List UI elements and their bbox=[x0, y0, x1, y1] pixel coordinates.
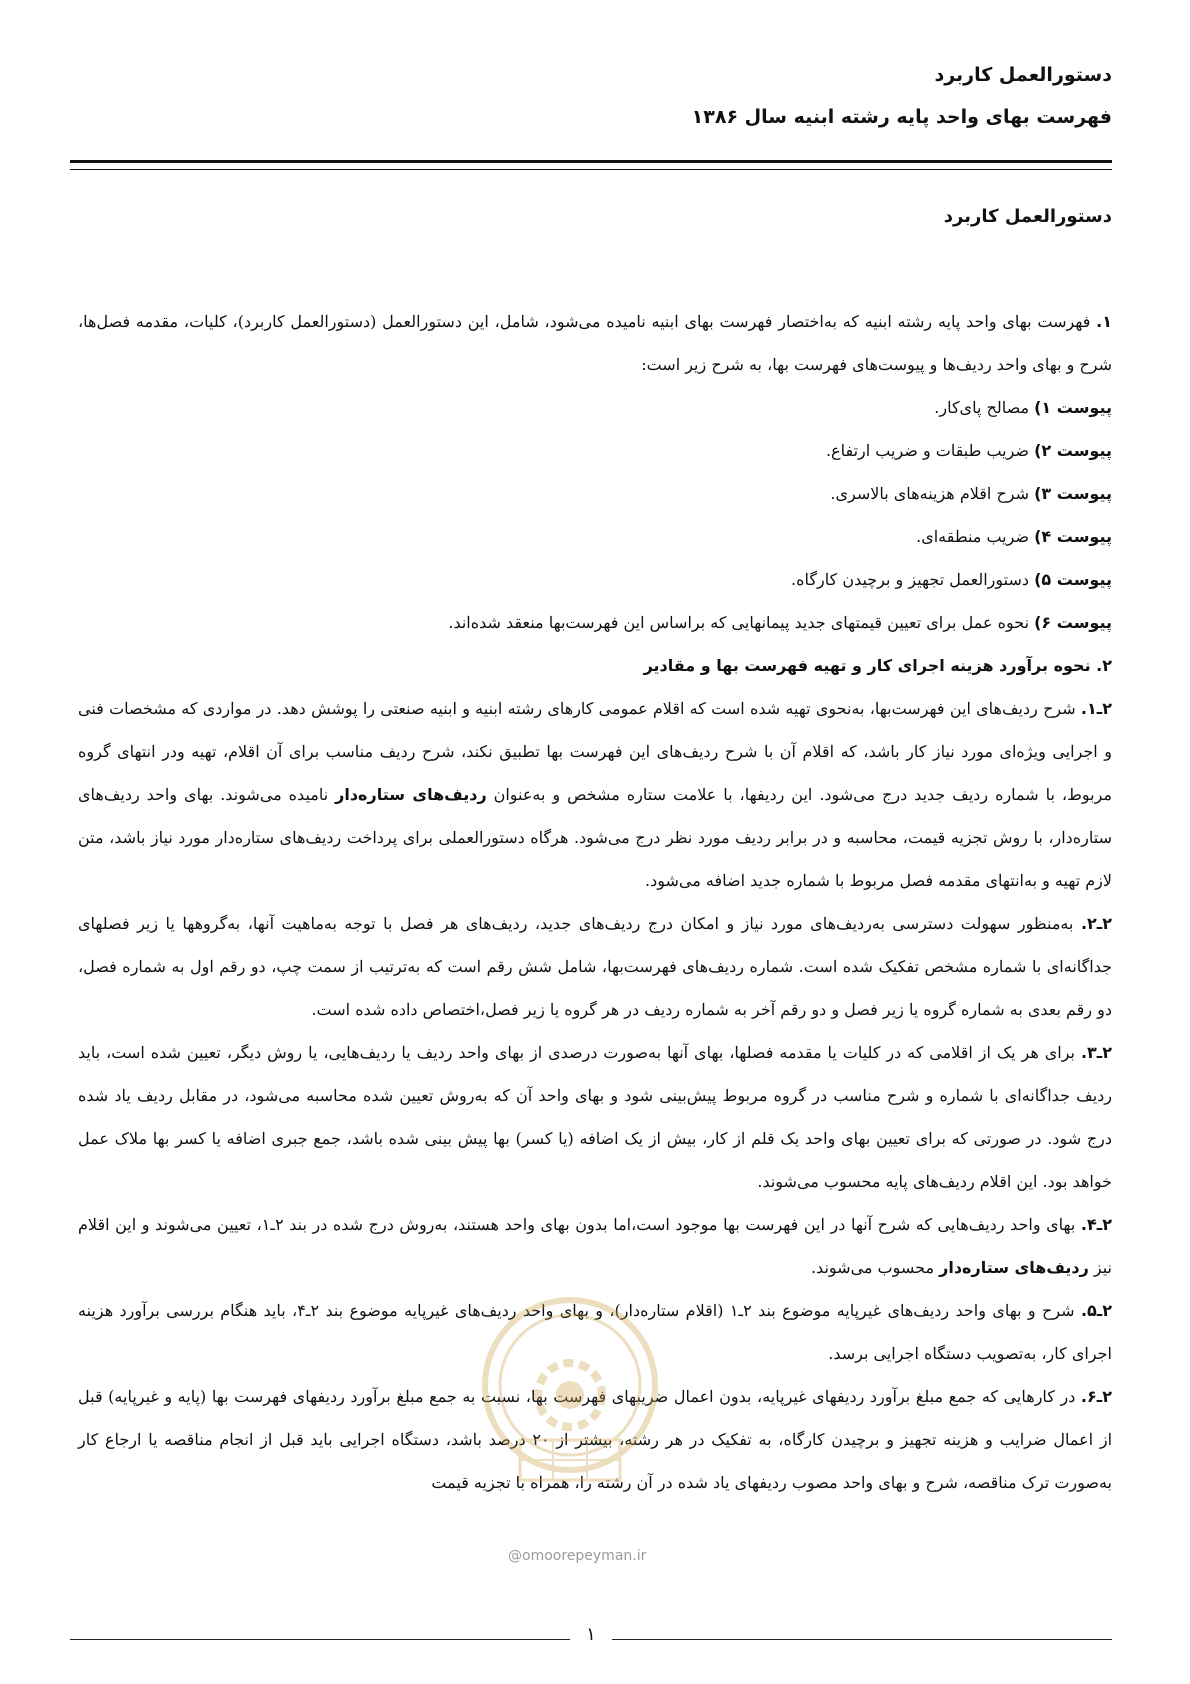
paragraph-number: ۲ـ۵. bbox=[1080, 1301, 1113, 1320]
paragraph-text: نامیده می‌شوند. بهای واحد ردیف‌های ستاره‌دار، با روش تجزیه قیمت، محاسبه و در برابر ردیف مورد نظر درج می‌شود. هرگاه دستورالعملی برای پرداخت ردیف‌های ستاره‌دار مورد نیاز باشد، متن لازم تهیه و به‌انتهای مقدمه فصل مربوط با شماره جدید اضافه می‌شود. bbox=[78, 785, 1112, 890]
watermark-url: @omoorepeyman.ir bbox=[508, 1548, 647, 1564]
annex-item-2 bbox=[78, 429, 1112, 472]
paragraph-text: برای هر یک از اقلامی که در کلیات یا مقدمه فصلها، بهای آنها به‌صورت درصدی از بهای واحد ردیف یا ردیف‌هایی، یا روش دیگر، تعیین شده است، باید ردیف جداگانه‌ای با شماره و شرح مناسب در گروه مربوط پیش‌بینی شود و بهای واحد آن که به‌روش تعیین شده محاسبه می‌شود، در مقابل ردیف یاد شده درج شود. در صورتی که برای تعیین بهای واحد یک قلم از کار، بیش از یک اضافه (یا کسر) بها پیش بینی شده باشد، جمع جبری اضافه یا کسر بها ملاک عمل خواهد بود. این اقلام ردیف‌های پایه محسوب می‌شوند. bbox=[78, 1043, 1113, 1191]
annex-text: شرح اقلام هزینه‌های بالاسری. bbox=[830, 484, 1035, 503]
section-2-heading: ۲. نحوه برآورد هزینه اجرای کار و تهیه فهرست بها و مقادیر bbox=[643, 656, 1112, 675]
annex-text: نحوه عمل برای تعیین قیمتهای جدید پیمانهایی که براساس این فهرست‌بها منعقد شده‌اند. bbox=[448, 613, 1035, 632]
paragraph-2-1 bbox=[78, 687, 1112, 902]
annex-label: پیوست ۱) bbox=[1034, 398, 1112, 417]
footer-divider-right bbox=[612, 1639, 1112, 1640]
annex-label: پیوست ۴) bbox=[1034, 527, 1112, 546]
paragraph-number: ۲ـ۳. bbox=[1080, 1043, 1113, 1062]
page-number: ۱ bbox=[586, 1624, 596, 1645]
paragraph-text: به‌منظور سهولت دسترسی به‌ردیف‌های مورد نیاز و امکان درج ردیف‌های جدید، ردیف‌های هر فصل با توجه به‌ماهیت آنها، به‌گروهها یا زیر فصلهای جداگانه‌ای با شماره مشخص تفکیک شده است. شماره ردیف‌های فهرست‌بها، شامل شش رقم است که به‌ترتیب از سمت چپ، دو رقم اول به شماره فصل، دو رقم بعدی به شماره گروه یا زیر فصل و دو رقم آخر به شماره ردیف در هر گروه یا زیر فصل،اختصاص داده شده است. bbox=[78, 914, 1112, 1019]
header-document-title: فهرست بهای واحد پایه رشته ابنیه سال ۱۳۸۶ bbox=[691, 106, 1112, 128]
annex-item-6 bbox=[78, 601, 1112, 644]
page-footer bbox=[70, 1624, 1112, 1654]
paragraph-number: ۱. bbox=[1096, 312, 1113, 331]
annex-label: پیوست ۶) bbox=[1034, 613, 1112, 632]
annex-item-4 bbox=[78, 515, 1112, 558]
annex-item-3 bbox=[78, 472, 1112, 515]
annex-text: ضریب منطقه‌ای. bbox=[916, 527, 1035, 546]
paragraph-2-2 bbox=[78, 902, 1112, 1031]
paragraph-1 bbox=[78, 300, 1112, 386]
bold-term: ردیف‌های ستاره‌دار bbox=[939, 1258, 1089, 1277]
paragraph-text: شرح و بهای واحد ردیف‌های غیرپایه موضوع بند ۲ـ۱ (اقلام ستاره‌دار)، و بهای واحد ردیف‌های غیرپایه موضوع بند ۲ـ۴، باید هنگام بررسی برآورد هزینه اجرای کار، به‌تصویب دستگاه اجرایی برسد. bbox=[78, 1301, 1112, 1363]
paragraph-number: ۲ـ۱. bbox=[1080, 699, 1112, 718]
annex-label: پیوست ۲) bbox=[1034, 441, 1112, 460]
annex-item-5 bbox=[78, 558, 1112, 601]
paragraph-text: بهای واحد ردیف‌هایی که شرح آنها در این فهرست بها موجود است،اما بدون بهای واحد هستند، به‌روش درج شده در بند ۲ـ۱، تعیین می‌شوند و این اقلام نیز bbox=[78, 1215, 1112, 1277]
paragraph-2-4 bbox=[78, 1203, 1112, 1289]
paragraph-text: در کارهایی که جمع مبلغ برآورد ردیفهای غیرپایه، بدون اعمال ضریبهای فهرست بها، نسبت به جمع مبلغ برآورد ردیفهای فهرست بها (پایه و غیرپایه) قبل از اعمال ضرایب و هزینه تجهیز و برچیدن کارگاه، به تفکیک در هر رشته، بیشتر از ۲۰ درصد باشد، دستگاه اجرایی باید قبل از انجام مناقصه یا ارجاع کار به‌صورت ترک مناقصه، شرح و بهای واحد مصوب ردیفهای یاد شده در آن رشته را، همراه با تجزیه قیمت bbox=[78, 1387, 1113, 1492]
page-header bbox=[78, 62, 1112, 146]
annex-item-1 bbox=[78, 386, 1112, 429]
paragraph-2-3 bbox=[78, 1031, 1112, 1203]
paragraph-2-5 bbox=[78, 1289, 1112, 1375]
footer-divider-left bbox=[70, 1639, 570, 1640]
section-title: دستورالعمل کاربرد bbox=[943, 206, 1112, 227]
bold-term: ردیف‌های ستاره‌دار bbox=[335, 785, 487, 804]
paragraph-text: فهرست بهای واحد پایه رشته ابنیه که به‌اختصار فهرست بهای ابنیه نامیده می‌شود، شامل، این دستورالعمل (دستورالعمل کاربرد)، کلیات، مقدمه فصل‌ها، شرح و بهای واحد ردیف‌ها و پیوست‌های فهرست بها، به شرح زیر است: bbox=[78, 312, 1112, 374]
annex-text: مصالح پای‌کار. bbox=[934, 398, 1035, 417]
annex-text: دستورالعمل تجهیز و برچیدن کارگاه. bbox=[791, 570, 1035, 589]
header-divider bbox=[70, 160, 1112, 170]
paragraph-number: ۲ـ۲. bbox=[1080, 914, 1113, 933]
header-document-type: دستورالعمل کاربرد bbox=[934, 64, 1112, 86]
paragraph-number: ۲ـ۶. bbox=[1080, 1387, 1112, 1406]
paragraph-number: ۲ـ۴. bbox=[1080, 1215, 1112, 1234]
paragraph-text: محسوب می‌شوند. bbox=[810, 1258, 940, 1277]
annex-label: پیوست ۳) bbox=[1034, 484, 1112, 503]
paragraph-text: شرح ردیف‌های این فهرست‌بها، به‌نحوی تهیه شده است که اقلام عمومی کارهای رشته ابنیه و ابنیه صنعتی را پوشش دهد. در مواردی که مشخصات فنی و اجرایی ویژه‌ای مورد نیاز کار باشد، که اقلام آن با شرح ردیف‌های این فهرست بها تطبیق نکند، شرح ردیف مناسب برای آن اقلام، تهیه ودر انتهای گروه مربوط، با شماره ردیف جدید درج می‌شود. این ردیفها، با علامت ستاره مشخص و به‌عنوان bbox=[78, 699, 1113, 804]
paragraph-2-6 bbox=[78, 1375, 1112, 1504]
document-body bbox=[78, 300, 1112, 1504]
annex-text: ضریب طبقات و ضریب ارتفاع. bbox=[825, 441, 1035, 460]
annex-label: پیوست ۵) bbox=[1034, 570, 1112, 589]
